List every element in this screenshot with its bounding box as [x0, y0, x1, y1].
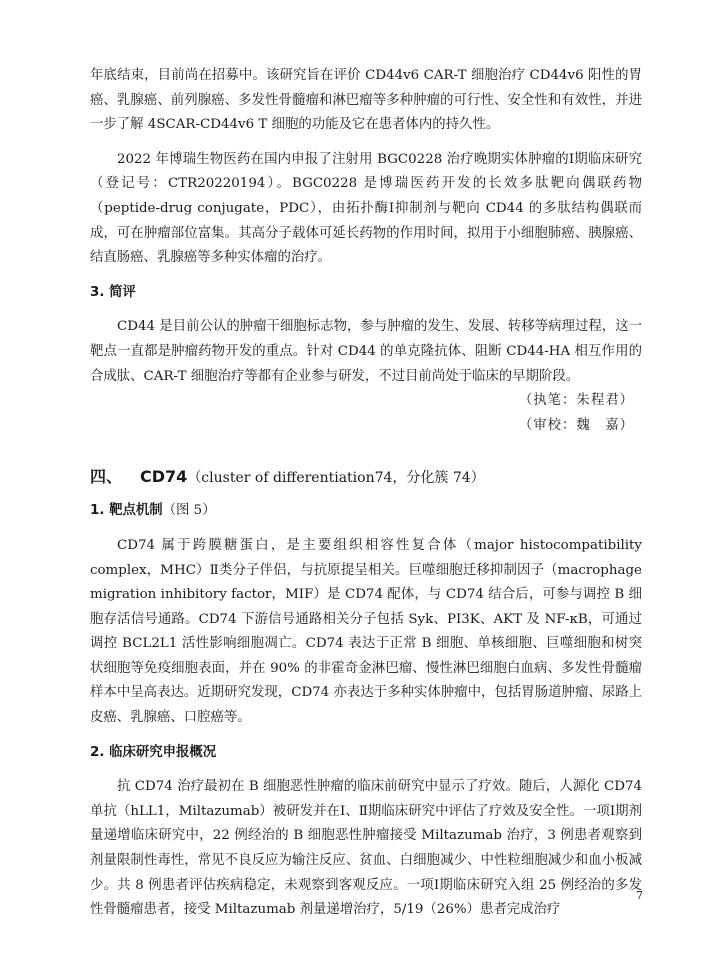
section-heading-mechanism-text: 1. 靶点机制: [90, 503, 163, 519]
reviewer-signature: （审校：魏 嘉）: [518, 417, 634, 433]
document-page: [90, 64, 642, 923]
chapter-subtitle: （cluster of differentiation74，分化簇 74）: [187, 470, 485, 487]
chapter-number: 四、: [90, 467, 123, 487]
paragraph-continuation: 年底结束，目前尚在招募中。该研究旨在评价 CD44v6 CAR-T 细胞治疗 CD44v6 阳性的胃癌、乳腺癌、前列腺癌、多发性骨髓瘤和淋巴瘤等多种肿瘤的可行性、安全性和有效性，并进一步了解 4SCAR-CD44v6 T 细胞的功能及它在患者体内的持久性。: [90, 68, 642, 133]
chapter-heading: [90, 464, 642, 491]
author-signature: （执笔：朱程君）: [518, 393, 634, 409]
paragraph-bgc0228: 2022 年博瑞生物医药在国内申报了注射用 BGC0228 治疗晚期实体肿瘤的Ⅰ期临床研究（登记号：CTR20220194）。BGC0228 是博瑞医药开发的长效多肽靶向偶联药物（peptide-drug conjugate，PDC），由拓扑酶Ⅰ抑制剂与靶向 CD44 的多肽结构偶联而成，可在肿瘤部位富集。其高分子载体可延长药物的作用时间，拟用于小细胞肺癌、胰腺癌、结直肠癌、乳腺癌等多种实体瘤的治疗。: [90, 151, 642, 266]
signature-block: [90, 389, 642, 438]
paragraph-review: CD44 是目前公认的肿瘤干细胞标志物，参与肿瘤的发生、发展、转移等病理过程，这一靶点一直都是肿瘤药物开发的重点。针对 CD44 的单克隆抗体、阻断 CD44-HA 相互作用的合成肽、CAR-T 细胞治疗等都有企业参与研发，不过目前尚处于临床的早期阶段。: [90, 319, 642, 384]
paragraph-mechanism: CD74 属于跨膜糖蛋白，是主要组织相容性复合体（major histocompatibility complex，MHC）Ⅱ类分子伴侣，与抗原提呈相关。巨噬细胞迁移抑制因子（macrophage migration inhibitory factor，MIF）是 CD74 配体，与 CD74 结合后，可参与调控 B 细胞存活信号通路。CD74 下游信号通路相关分子包括 Syk、PI3K、AKT 及 NF-κB，可通过调控 BCL2L1 活性影响细胞凋亡。CD74 表达于正常 B 细胞、单核细胞、巨噬细胞和树突状细胞等免疫细胞表面，并在 90% 的非霍奇金淋巴瘤、慢性淋巴细胞白血病、多发性骨髓瘤样本中呈高表达。近期研究发现，CD74 亦表达于多种实体肿瘤中，包括胃肠道肿瘤、尿路上皮癌、乳腺癌、口腔癌等。: [90, 537, 642, 726]
chapter-title: CD74: [140, 467, 188, 487]
section-heading-mechanism: [90, 499, 642, 524]
page-number: 7: [636, 889, 643, 902]
figure-reference: （图 5）: [162, 503, 216, 519]
section-heading-review: 3. 简评: [90, 284, 136, 300]
paragraph-clinical: 抗 CD74 治疗最初在 B 细胞恶性肿瘤的临床前研究中显示了疗效。随后，人源化 CD74 单抗（hLL1，Miltazumab）被研发并在Ⅰ、Ⅱ期临床研究中评估了疗效及安全性。一项Ⅰ期剂量递增临床研究中，22 例经治的 B 细胞恶性肿瘤接受 Miltazumab 治疗，3 例患者观察到剂量限制性毒性，常见不良反应为输注反应、贫血、白细胞减少、中性粒细胞减少和血小板减少。共 8 例患者评估疾病稳定，未观察到客观反应。一项Ⅰ期临床研究入组 25 例经治的多发性骨髓瘤患者，接受 Miltazumab 剂量递增治疗，5/19（26%）患者完成治疗: [90, 779, 642, 918]
section-heading-clinical: 2. 临床研究申报概况: [90, 744, 217, 760]
